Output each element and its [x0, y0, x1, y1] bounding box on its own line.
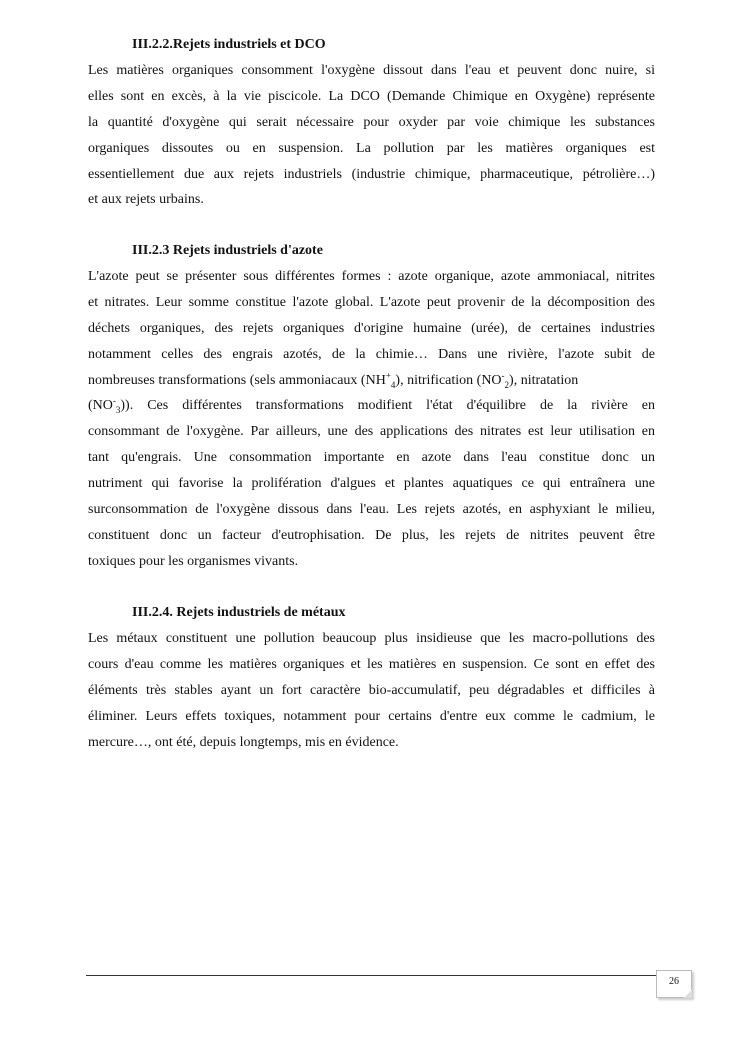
chemical-formula-line: $(NO^-_3)$). Ces différentes transformations modifient l'état d'équilibre de la rivière en — [88, 395, 655, 416]
text-line: mercure…, ont été, depuis longtemps, mis en évidence. — [88, 734, 399, 750]
section-heading-azote: III.2.3 Rejets industriels d'azote — [132, 243, 323, 258]
text-line: éliminer. Leurs effets toxiques, notamment pour certains d'entre eux comme le cadmium, le — [88, 708, 655, 724]
text-line: éléments très stables ayant un fort caractère bio-accumulatif, peu dégradables et difficiles à — [88, 682, 655, 698]
footer-rule — [86, 975, 656, 976]
text-line: elles sont en excès, à la vie piscicole. La DCO (Demande Chimique en Oxygène) représente — [88, 88, 655, 104]
subscript: 4 — [390, 379, 396, 390]
superscript: - — [501, 369, 505, 380]
subscript: 3 — [115, 405, 121, 416]
section-heading-metaux: III.2.4. Rejets industriels de métaux — [132, 605, 346, 620]
chemical-formula-line: nombreuses transformations (sels ammoniacaux $(NH^+_4)$, nitrification $(NO^-_2)$, nitratation — [88, 369, 579, 390]
paragraph-dco — [88, 58, 655, 213]
page-number: 26 — [656, 970, 692, 998]
text-line: la quantité d'oxygène qui serait nécessaire pour oxyder par voie chimique les substances — [88, 114, 655, 130]
text-line: toxiques pour les organismes vivants. — [88, 553, 299, 569]
text-line: essentiellement due aux rejets industriels (industrie chimique, pharmaceutique, pétrolière…) — [88, 166, 655, 182]
text-line: tant qu'engrais. Une consommation importante en azote dans l'eau constitue donc un — [88, 450, 655, 466]
section-heading-dco: III.2.2.Rejets industriels et DCO — [132, 37, 326, 52]
subscript: 2 — [504, 379, 510, 390]
text-line: L'azote peut se présenter sous différentes formes : azote organique, azote ammoniacal, nitrites — [88, 269, 655, 284]
text-line: nutriment qui favorise la prolifération d'algues et plantes aquatiques ce qui entraînera une — [88, 476, 655, 492]
text-line: cours d'eau comme les matières organiques et les matières en suspension. Ce sont en effet des — [88, 656, 655, 672]
superscript: - — [112, 395, 116, 406]
text-line: organiques dissoutes ou en suspension. La pollution par les matières organiques est — [88, 140, 655, 156]
text-line: surconsommation de l'oxygène dissous dans l'eau. Les rejets azotés, en asphyxiant le milieu, — [88, 502, 655, 518]
text-line: Les métaux constituent une pollution beaucoup plus insidieuse que les macro-pollutions des — [88, 631, 655, 646]
paragraph-azote — [88, 264, 655, 575]
text-line: déchets organiques, des rejets organiques d'origine humaine (urée), de certaines industries — [88, 320, 655, 336]
text-line: consommant de l'oxygène. Par ailleurs, une des applications des nitrates est leur utilisation en — [88, 424, 655, 440]
text-line: notamment celles des engrais azotés, de la chimie… Dans une rivière, l'azote subit de — [88, 346, 655, 362]
text-line: et aux rejets urbains. — [88, 192, 204, 208]
paragraph-metaux — [88, 626, 655, 755]
text-line: Les matières organiques consomment l'oxygène dissout dans l'eau et peuvent donc nuire, si — [88, 63, 655, 78]
superscript: + — [385, 369, 391, 380]
text-line: constituent donc un facteur d'eutrophisation. De plus, les rejets de nitrites peuvent être — [88, 527, 655, 543]
text-line: et nitrates. Leur somme constitue l'azote global. L'azote peut provenir de la décomposition des — [88, 294, 655, 310]
